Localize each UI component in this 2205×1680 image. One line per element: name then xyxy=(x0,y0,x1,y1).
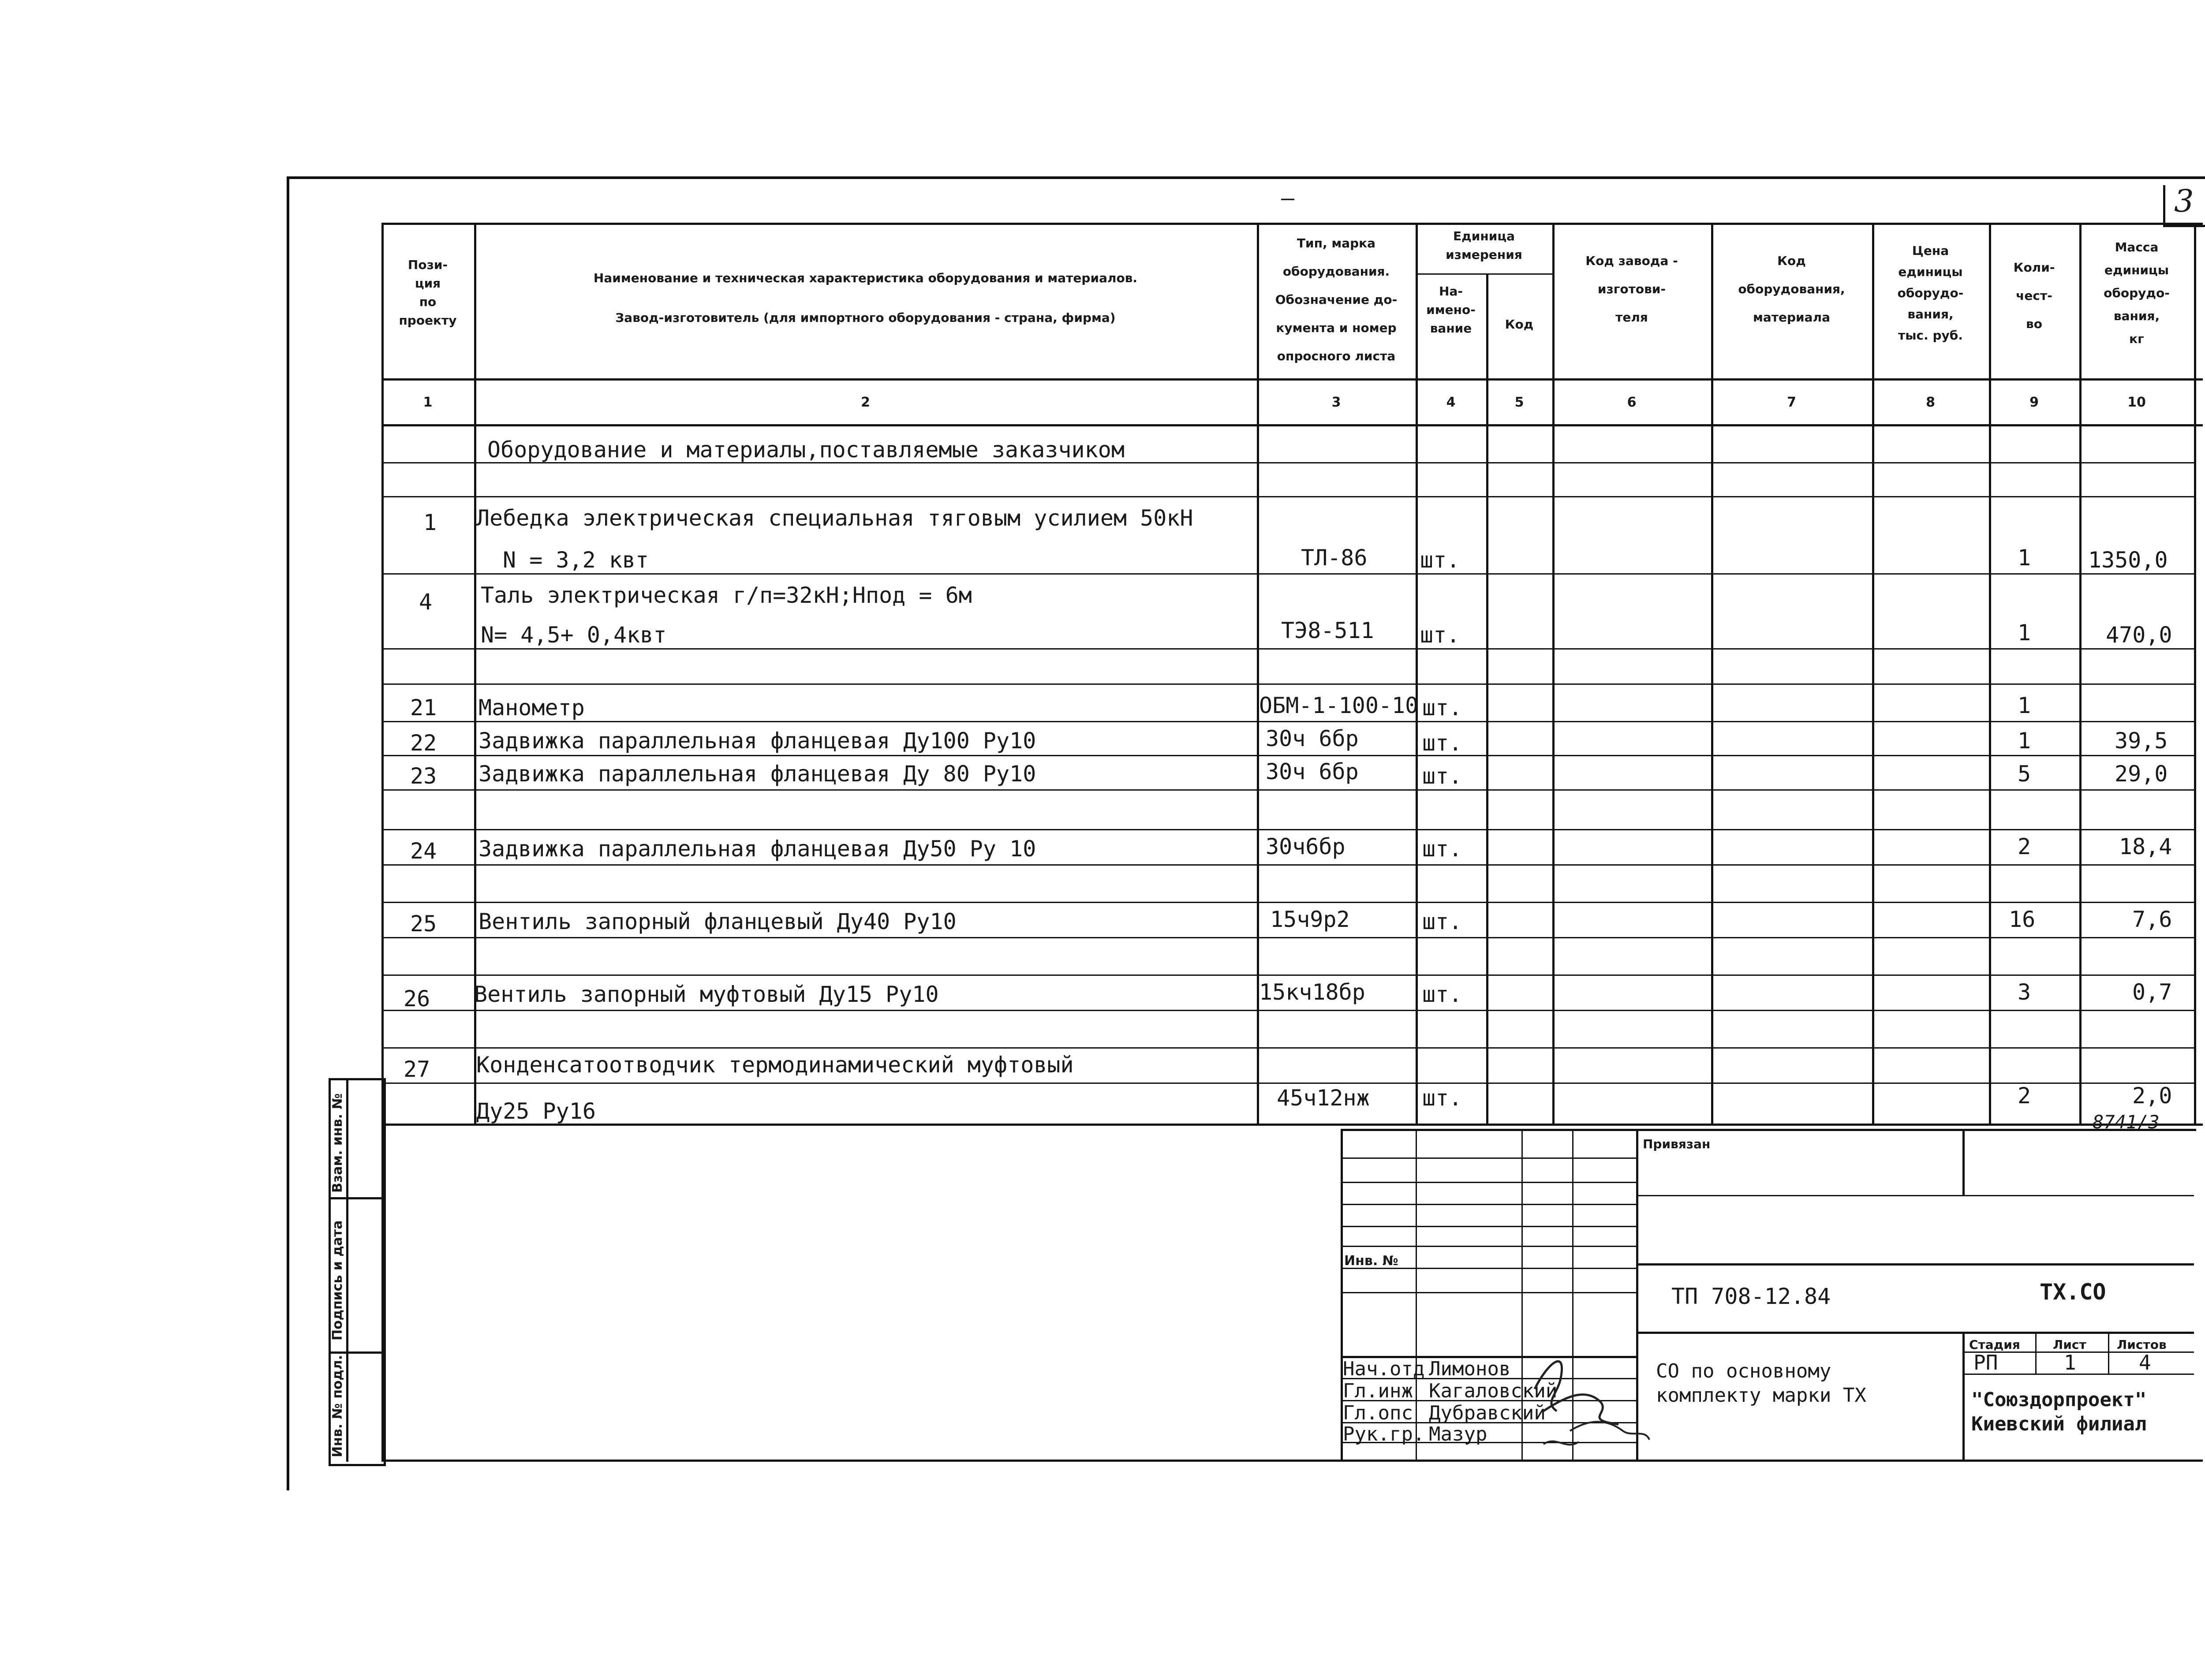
row-name: Задвижка параллельная фланцевая Ду100 Ру10 xyxy=(478,728,1036,754)
table-top xyxy=(381,223,2203,225)
col-line-9 xyxy=(2079,223,2082,1124)
description-line2: комплекту марки ТХ xyxy=(1656,1384,1866,1407)
signature-name: Мазур xyxy=(1429,1423,1487,1445)
project-code: ТП 708-12.84 xyxy=(1671,1284,1831,1309)
row-mass: 1350,0 xyxy=(2088,547,2168,573)
row-mass: 39,5 xyxy=(2115,728,2168,754)
row-mass: 18,4 xyxy=(2119,834,2172,859)
row-line xyxy=(381,1010,2194,1011)
row-pos: 21 xyxy=(410,695,437,721)
row-qty: 1 xyxy=(2018,620,2031,646)
colnum-2: 2 xyxy=(861,395,870,410)
row-line xyxy=(381,721,2194,722)
side-label-replace: Взам. инв. № xyxy=(330,1093,345,1193)
header-col2-line1: Наименование и техническая характеристика оборудования и материалов. xyxy=(593,271,1138,285)
corner-number: 3 xyxy=(2174,183,2194,219)
row-name: N = 3,2 квт xyxy=(503,547,649,573)
row-type: 30ч 6бр xyxy=(1266,759,1359,784)
colnum-4: 4 xyxy=(1446,395,1456,410)
row-unit: шт. xyxy=(1420,622,1460,648)
row-unit: шт. xyxy=(1422,730,1462,756)
org-line2: Киевский филиал xyxy=(1971,1413,2147,1435)
row-line xyxy=(381,789,2194,791)
row-name: N= 4,5+ 0,4квт xyxy=(481,622,667,648)
row-line xyxy=(381,496,2194,497)
row-mass: 2,0 xyxy=(2132,1083,2172,1109)
row-pos: 27 xyxy=(404,1057,430,1082)
sheets-label: Листов xyxy=(2117,1337,2167,1352)
privyazan-label: Привязан xyxy=(1643,1137,1711,1151)
project-mark: ТХ.СО xyxy=(2040,1279,2106,1305)
header-col1: Пози- ция по проекту xyxy=(399,258,457,328)
row-name: Конденсатоотводчик термодинамический муфтовый xyxy=(476,1052,1074,1078)
tb-line xyxy=(1636,1332,2194,1334)
row-line xyxy=(381,573,2194,575)
col-line-6 xyxy=(1711,223,1713,1124)
row-pos: 24 xyxy=(410,838,437,864)
row-type: 45ч12нж xyxy=(1277,1085,1370,1111)
col-line-8 xyxy=(1989,223,1991,1124)
doc-number: 8741/3 xyxy=(2093,1111,2160,1133)
tb-privyazan-divider xyxy=(1962,1129,1965,1195)
colnum-7: 7 xyxy=(1787,395,1796,410)
tb-grid-h xyxy=(1341,1204,1636,1205)
header-col3: Тип, марка оборудования. Обозначение до- кумента и номер опросного листа xyxy=(1275,236,1398,363)
header-col7: Код оборудования, материала xyxy=(1738,254,1845,325)
table-bottom xyxy=(381,1124,2203,1126)
header-dash: – xyxy=(1281,185,1295,211)
row-qty: 2 xyxy=(2018,1083,2031,1109)
row-name: Ду25 Ру16 xyxy=(476,1098,596,1124)
row-pos: 23 xyxy=(410,763,437,789)
description-line1: СО по основному xyxy=(1656,1360,1831,1382)
row-unit: шт. xyxy=(1422,836,1462,862)
row-name: Манометр xyxy=(478,695,585,721)
binding-strip-sep xyxy=(329,1197,381,1199)
row-type: ТЭ8-511 xyxy=(1281,618,1374,643)
header-col5: Код xyxy=(1505,317,1534,332)
tb-grid-h xyxy=(1341,1157,1636,1159)
frame-top xyxy=(287,176,2205,179)
colnum-6: 6 xyxy=(1627,395,1637,410)
tb-grid-v xyxy=(1416,1129,1417,1460)
header-col10: Масса единицы оборудо- вания, кг xyxy=(2104,240,2170,346)
row-type: ОБМ-1-100-10 xyxy=(1259,693,1419,718)
row-qty: 1 xyxy=(2018,693,2031,718)
row-qty: 16 xyxy=(2009,907,2036,932)
row-mass: 29,0 xyxy=(2115,761,2168,787)
row-line xyxy=(381,648,2194,650)
row-line xyxy=(381,902,2194,903)
colnum-5: 5 xyxy=(1514,395,1524,410)
row-line xyxy=(381,1047,2194,1049)
tb-stage-v xyxy=(2108,1332,2109,1374)
colnum-1: 1 xyxy=(423,395,433,410)
row-line xyxy=(381,864,2194,866)
header-col6: Код завода - изготови- теля xyxy=(1585,254,1678,325)
header-unit-group: Единица измерения xyxy=(1446,229,1522,262)
row-unit: шт. xyxy=(1420,547,1460,573)
sheets-value: 4 xyxy=(2139,1351,2151,1374)
row-line xyxy=(381,683,2194,685)
row-pos: 26 xyxy=(404,986,430,1012)
row-line xyxy=(381,829,2194,830)
sheet-value: 1 xyxy=(2064,1351,2076,1374)
signature-role: Гл.инж xyxy=(1343,1380,1413,1402)
row-line xyxy=(381,974,2194,976)
side-label-inventory: Инв. № подл. xyxy=(330,1355,345,1457)
row-name: Вентиль запорный фланцевый Ду40 Ру10 xyxy=(478,909,957,934)
tb-stage-v xyxy=(2035,1332,2037,1374)
row-name: Задвижка параллельная фланцевая Ду50 Ру 10 xyxy=(478,836,1036,862)
col-line-7 xyxy=(1872,223,1874,1124)
unit-group-divider xyxy=(1416,273,1552,275)
row-line xyxy=(381,937,2194,938)
tb-stage-divider xyxy=(1962,1332,1965,1460)
row-unit: шт. xyxy=(1422,1085,1462,1111)
row-name: Лебедка электрическая специальная тяговым усилием 50кН xyxy=(476,505,1193,531)
tb-grid-h xyxy=(1341,1292,1636,1293)
col-line-3 xyxy=(1416,223,1418,1124)
header-col4: На- имено- вание xyxy=(1426,284,1476,336)
row-unit: шт. xyxy=(1422,909,1462,934)
row-unit: шт. xyxy=(1422,695,1462,721)
side-label-signature: Подпись и дата xyxy=(330,1220,345,1340)
signature-name: Дубравский xyxy=(1429,1402,1546,1424)
signature-name: Лимонов xyxy=(1429,1358,1511,1380)
header-col8: Цена единицы оборудо- вания, тыс. руб. xyxy=(1897,243,1964,343)
tb-line xyxy=(1636,1263,2194,1266)
org-line1: "Союздорпроект" xyxy=(1971,1389,2147,1411)
row-qty: 1 xyxy=(2018,728,2031,754)
row-pos: 1 xyxy=(423,510,437,535)
row-mass: 0,7 xyxy=(2132,979,2172,1005)
signature-name: Кагаловский xyxy=(1429,1380,1558,1402)
frame-left xyxy=(287,176,289,1490)
row-name: Таль электрическая г/п=32кН;Нпод = 6м xyxy=(481,582,972,608)
row-name: Задвижка параллельная фланцевая Ду 80 Ру10 xyxy=(478,761,1036,787)
row-line xyxy=(381,1083,2194,1084)
row-unit: шт. xyxy=(1422,982,1462,1007)
row-unit: шт. xyxy=(1422,763,1462,789)
row-mass: 470,0 xyxy=(2106,622,2172,648)
tb-grid-h xyxy=(1341,1226,1636,1227)
inv-no-label: Инв. № xyxy=(1344,1253,1398,1269)
colnum-bottom xyxy=(381,424,2203,426)
section-heading: Оборудование и материалы,поставляемые заказчиком xyxy=(487,437,1125,463)
row-qty: 3 xyxy=(2018,979,2031,1005)
row-name: Вентиль запорный муфтовый Ду15 Ру10 xyxy=(474,982,939,1007)
col-line-10 xyxy=(2194,223,2196,1124)
signature-role: Рук.гр. xyxy=(1343,1423,1425,1445)
row-type: 15ч9р2 xyxy=(1270,907,1350,932)
row-qty: 1 xyxy=(2018,545,2031,571)
row-type: 30ч6бр xyxy=(1266,834,1345,859)
stage-value: РП xyxy=(1973,1351,1998,1374)
colnum-8: 8 xyxy=(1926,395,1935,410)
signature-role: Гл.опс xyxy=(1343,1402,1413,1424)
row-type: ТЛ-86 xyxy=(1301,545,1368,571)
row-type: 30ч 6бр xyxy=(1266,726,1359,751)
tb-grid-h xyxy=(1341,1246,1636,1247)
handwritten-signatures xyxy=(1517,1336,1658,1460)
header-bottom xyxy=(381,378,2203,381)
binding-strip-divider xyxy=(346,1078,348,1462)
header-col9: Коли- чест- во xyxy=(2013,260,2055,331)
row-qty: 2 xyxy=(2018,834,2031,859)
header-col2-line2: Завод-изготовитель (для импортного оборудования - страна, фирма) xyxy=(615,310,1116,325)
tb-line xyxy=(1636,1195,2194,1196)
row-pos: 4 xyxy=(419,589,433,615)
stage-label: Стадия xyxy=(1969,1337,2020,1352)
signature-role: Нач.отд xyxy=(1343,1358,1425,1380)
sheet-label: Лист xyxy=(2053,1337,2086,1352)
row-qty: 5 xyxy=(2018,761,2031,787)
tb-grid-h xyxy=(1341,1182,1636,1183)
row-line xyxy=(381,755,2194,756)
binding-strip-sep xyxy=(329,1351,381,1354)
row-mass: 7,6 xyxy=(2132,907,2172,932)
colnum-9: 9 xyxy=(2029,395,2039,410)
col-line-5 xyxy=(1552,223,1555,1124)
row-pos: 22 xyxy=(410,730,437,756)
colnum-3: 3 xyxy=(1331,395,1341,410)
row-type: 15кч18бр xyxy=(1259,979,1365,1005)
row-pos: 25 xyxy=(410,911,437,937)
colnum-10: 10 xyxy=(2127,395,2146,410)
